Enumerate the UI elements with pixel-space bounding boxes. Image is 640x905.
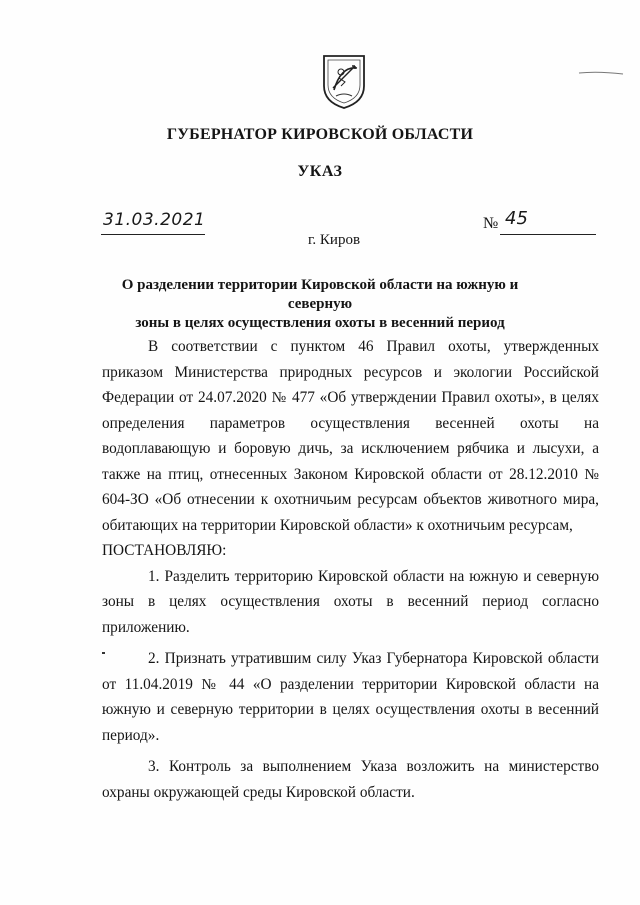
decree-title-line: зоны в целях осуществления охоты в весенний период	[135, 315, 505, 331]
scan-mark	[578, 70, 624, 76]
decree-title-line: О разделении территории Кировской области на южную и северную	[121, 277, 519, 312]
decree-word: ПОСТАНОВЛЯЮ:	[102, 542, 227, 559]
decree-title	[100, 276, 540, 333]
item-1-paragraph: 1. Разделить территорию Кировской области на южную и северную зоны в целях осуществления охоты в весенний период согласно приложению.	[102, 567, 599, 636]
decree-body	[102, 334, 599, 805]
scan-speck	[102, 652, 105, 654]
item-2-paragraph: 2. Признать утратившим силу Указ Губернатора Кировской области от 11.04.2019 № 44 «О разделении территории Кировской области на южную и северную территории в целях осуществления охоты в весенний период».	[102, 650, 599, 744]
number-label: №	[483, 215, 499, 232]
document-type: УКАЗ	[297, 163, 343, 180]
coat-of-arms-icon	[319, 52, 369, 110]
handwritten-date: 31.03.2021	[103, 210, 206, 230]
item-3-paragraph: 3. Контроль за выполнением Указа возложить на министерство охраны окружающей среды Кировской области.	[102, 758, 599, 801]
authority-heading: ГУБЕРНАТОР КИРОВСКОЙ ОБЛАСТИ	[166, 126, 474, 143]
handwritten-number: 45	[505, 208, 528, 229]
preamble-paragraph: В соответствии с пунктом 46 Правил охоты, утвержденных приказом Министерства природных ресурсов и экологии Российской Федерации от 24.07.2020 № 477 «Об утверждении Правил охоты», в целях определения параметров осуществления весенней охоты на водоплавающую и боровую дичь, за исключением рябчика и лысухи, а также на птиц, отнесенных Законом Кировской области от 28.12.2010 № 604-ЗО «Об отнесении к охотничьим ресурсам объектов животного мира, обитающих на территории Кировской области» к охотничьим ресурсам,	[102, 338, 599, 534]
city: г. Киров	[307, 232, 361, 248]
